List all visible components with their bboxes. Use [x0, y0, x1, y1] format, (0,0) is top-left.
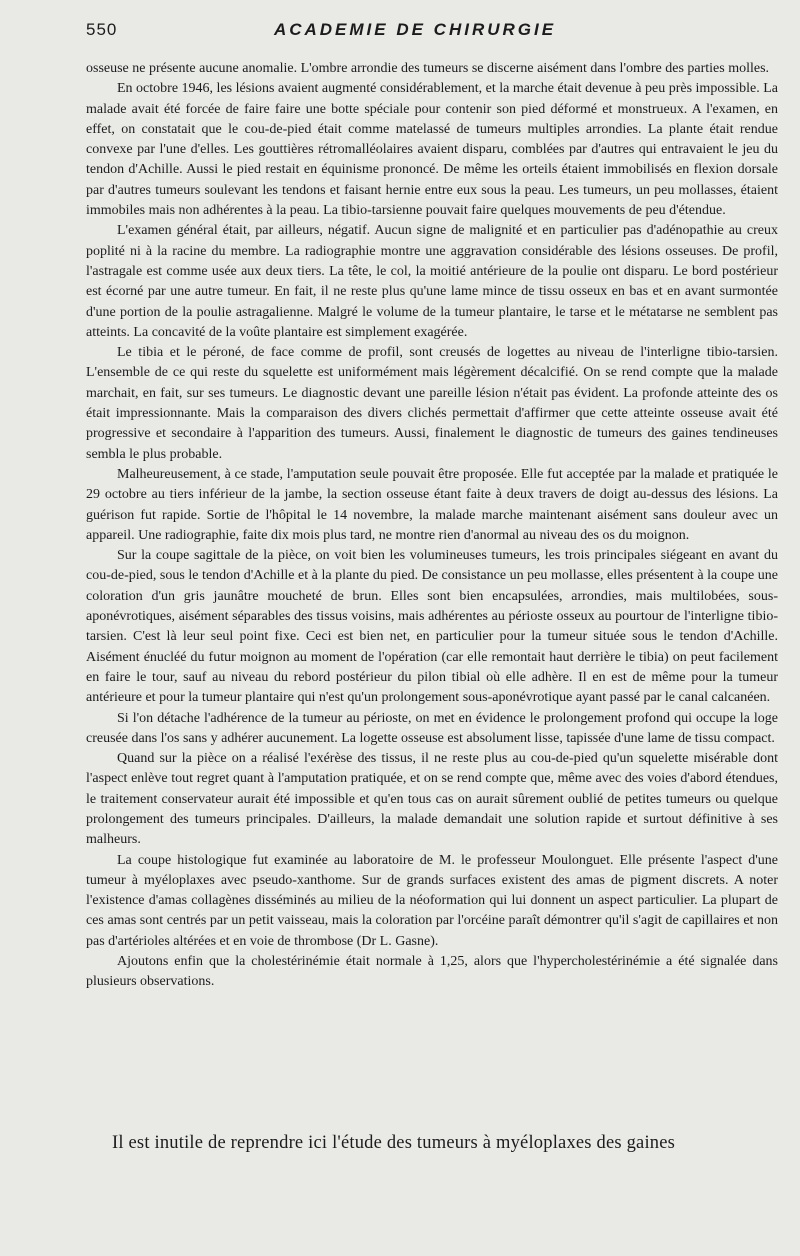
paragraph-cholesterol: Ajoutons enfin que la cholestérinémie était normale à 1,25, alors que l'hypercholestérinémie a été signalée dans plusieurs observations.	[86, 954, 778, 990]
paragraph-periosteum: Si l'on détache l'adhérence de la tumeur au périoste, on met en évidence le prolongement profond qui occupe la loge creusée dans l'os sans y adhérer aucunement. La logette osseuse est absolument lisse, tapissée d'une lame de tissu compact.	[86, 710, 778, 746]
running-head	[86, 20, 744, 46]
section-heading: Il est inutile de reprendre ici l'étude des tumeurs à myéloplaxes des gaines	[112, 1133, 676, 1153]
page-number: 550	[86, 20, 118, 39]
paragraph-general-exam: L'examen général était, par ailleurs, négatif. Aucun signe de malignité et en particulier pas d'adénopathie au creux poplité ni à la racine du membre. La radiographie montre une aggravation considérable des lésions osseuses. De profil, l'astragale est comme usée aux deux tiers. La tête, le col, la moitié antérieure de la poulie ont disparu. Le bord postérieur est écorné par une autre tumeur. En fait, il ne reste plus qu'une lame mince de tissu osseux en bas et en avant surmontée d'une portion de la poulie astragalienne. Malgré le volume de la tumeur plantaire, le tarse et le métatarse ne semblent pas atteints. La concavité de la voûte plantaire est simplement exagérée.	[86, 223, 778, 340]
paragraph-tibia-fibula: Le tibia et le péroné, de face comme de profil, sont creusés de logettes au niveau de l'interligne tibio-tarsien. L'ensemble de ce qui reste du squelette est uniformément mais légèrement décalcifié. On se rend compte que la malade marchait, en fait, sur ses tumeurs. Le diagnostic devant une pareille lésion n'était pas évident. La profonde atteinte des os était impressionnante. Mais la comparaison des divers clichés permettait d'affirmer que cette atteinte osseuse avait été progressive et secondaire à l'apparition des tumeurs. Aussi, finalement le diagnostic de tumeurs des gaines tendineuses sembla le plus probable.	[86, 345, 778, 462]
paragraph-histology: La coupe histologique fut examinée au laboratoire de M. le professeur Moulonguet. Elle présente l'aspect d'une tumeur à myéloplaxes avec pseudo-xanthome. Sur de grands surfaces existent des amas de pigment discrets. A noter l'existence d'amas collagènes disséminés au milieu de la néoformation qui lui donnent un aspect particulier. La plupart de ces amas sont centrés par un petit vaisseau, mais la coloration par l'orcéine paraît démontrer qu'il s'agit de capillaires et non pas d'artérioles altérées et en voie de thrombose (Dr L. Gasne).	[86, 852, 778, 949]
paragraph-sagittal-section: Sur la coupe sagittale de la pièce, on voit bien les volumineuses tumeurs, les trois principales siégeant en avant du cou-de-pied, sous le tendon d'Achille et à la plante du pied. De consistance un peu mollasse, elles présentent à la coupe une coloration d'un gris jaunâtre moucheté de brun. Elles sont bien encapsulées, arrondies, mais multilobées, sous-aponévrotiques, aisément séparables des tissus voisins, mais adhérentes au périoste osseux au pourtour de l'interligne tibio-tarsien. C'est là leur seul point fixe. Ceci est bien net, en particulier pour la tumeur située sous le tendon d'Achille. Aisément énucléé du futur moignon au moment de l'opération (car elle remontait haut derrière le tibia) on peut facilement en faire le tour, sauf au niveau du rebord postérieur du pilon tibial où elle adhère. Il en est de même pour la tumeur antérieure et pour la tumeur plantaire qui n'est qu'un prolongement sous-aponévrotique ayant passé par le canal calcanéen.	[86, 548, 778, 706]
article-body	[86, 59, 778, 993]
paragraph-amputation: Malheureusement, à ce stade, l'amputation seule pouvait être proposée. Elle fut acceptée par la malade et pratiquée le 29 octobre au tiers inférieur de la jambe, la section osseuse étant faite à deux travers de doigt au-dessus des lésions. La guérison fut rapide. Sortie de l'hôpital le 14 novembre, la malade marche maintenant aisément sans douleur avec un appareil. Une radiographie, faite dix mois plus tard, ne montre rien d'anormal au niveau des os du moignon.	[86, 466, 778, 543]
journal-title: ACADEMIE DE CHIRURGIE	[273, 20, 557, 39]
paragraph-lesion-progression: En octobre 1946, les lésions avaient augmenté considérablement, et la marche était devenue à peu près impossible. La malade avait été forcée de faire faire une botte spéciale pour contenir son pied déformé et monstrueux. A l'examen, en effet, on constatait que le cou-de-pied était comme matelassé de tumeurs multiples arrondies. La plante était rendue convexe par l'une d'elles. Les gouttières rétromalléolaires avaient disparu, comblées par d'autres qui entravaient le jeu du tendon d'Achille. Aussi le pied restait en équinisme prononcé. De même les orteils étaient immobilisés en flexion dorsale par d'autres tumeurs soulevant les tendons et faisant hernie entre eux sous la peau. Les tumeurs, un peu mollasses, étaient immobiles mais non adhérentes à la peau. La tibio-tarsienne pouvait faire quelques mouvements de peu d'étendue.	[86, 81, 778, 219]
paragraph-excision: Quand sur la pièce on a réalisé l'exérèse des tissus, il ne reste plus au cou-de-pied qu'un squelette misérable dont l'aspect enlève tout regret quant à l'amputation pratiquée, et on se rend compte que, même avec des voies d'abord étendues, le traitement conservateur aurait été impossible et qu'en tous cas on aurait sûrement oublié de petites tumeurs ou quelque prolongement des tumeurs principales. D'ailleurs, la malade demandait une solution rapide et surtout définitive à ses malheurs.	[86, 751, 778, 848]
paragraph-continuation: osseuse ne présente aucune anomalie. L'ombre arrondie des tumeurs se discerne aisément dans l'ombre des parties molles.	[86, 61, 770, 76]
